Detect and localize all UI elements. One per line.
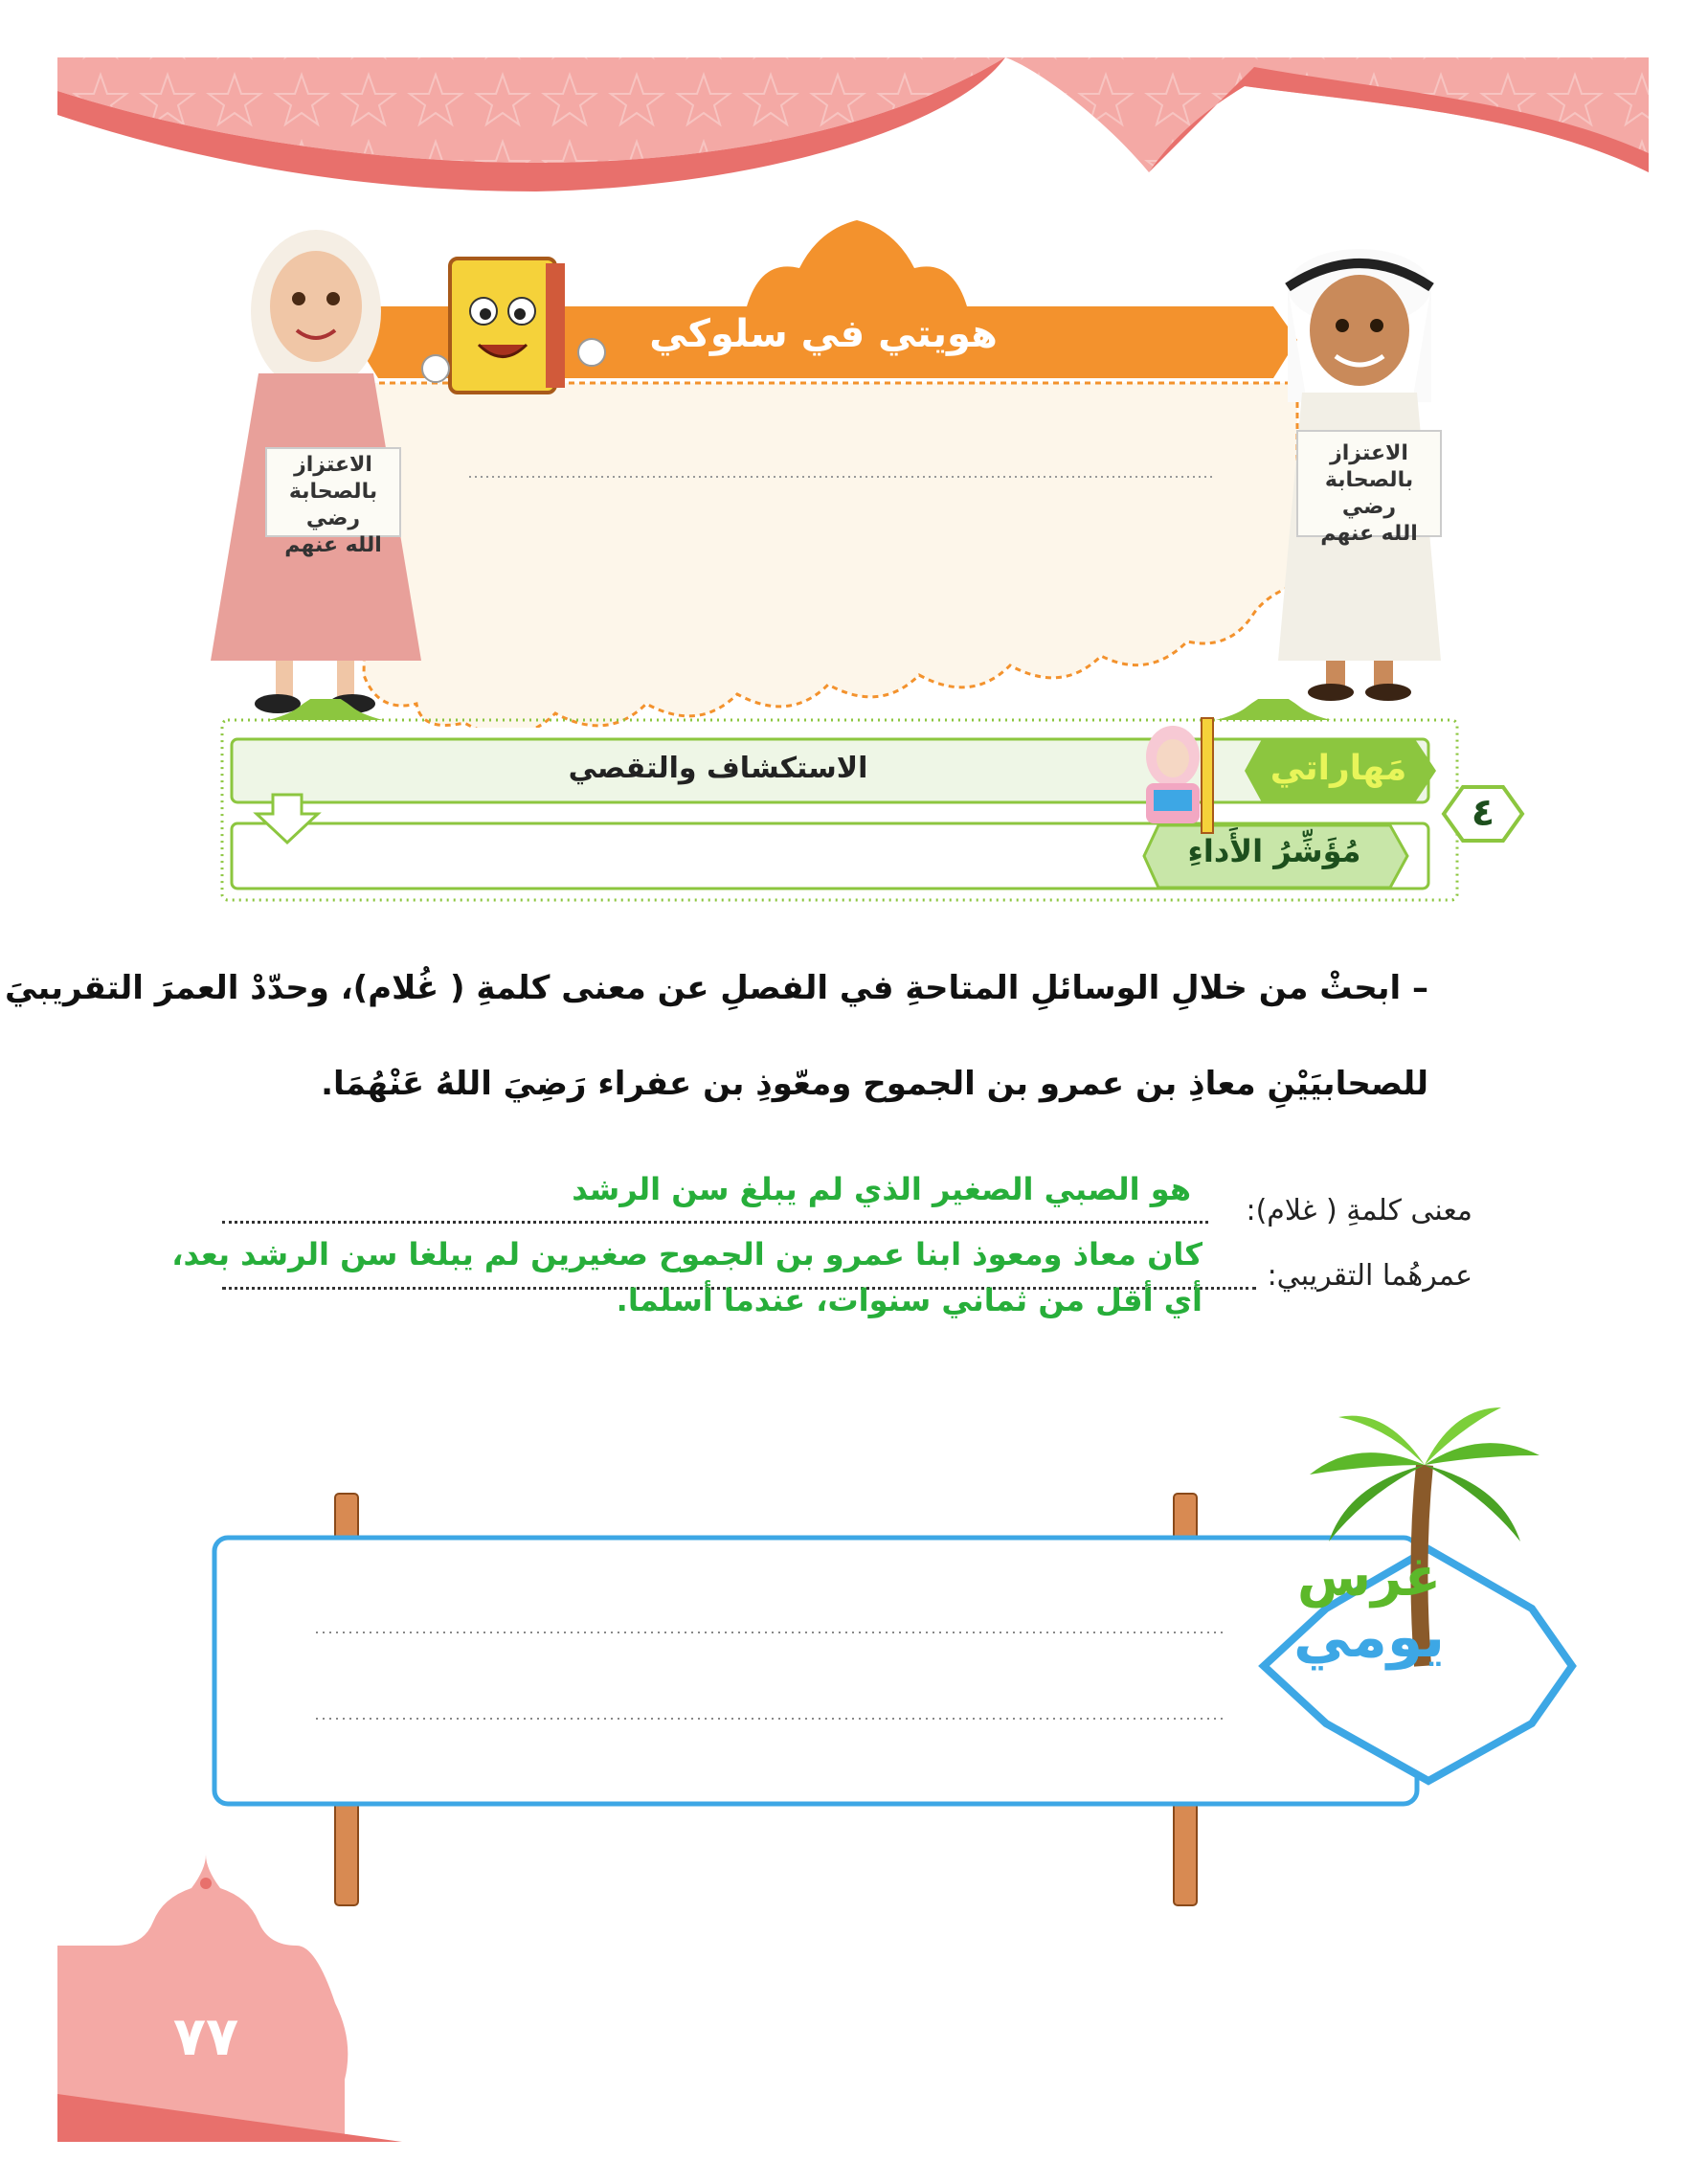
skill-value: الاستكشاف والتقصي bbox=[568, 752, 868, 785]
page-number: ٧٧ bbox=[172, 2006, 239, 2068]
question-line-1: – ابحثْ من خلالِ الوسائلِ المتاحةِ في الفصلِ عن معنى كلمةِ ( غُلام)، وحدّدْ العمرَ التقريبيَ bbox=[5, 969, 1428, 1007]
question-line-2: للصحابيَيْنِ معاذِ بن عمرو بن الجموح ومعّوذِ بن عفراء رَضِيَ اللهُ عَنْهُمَا. bbox=[321, 1065, 1428, 1103]
daily-title-line-1: غرس bbox=[1296, 1546, 1442, 1609]
boy-sign-text: الاعتزاز بالصحابة رضي الله عنهم bbox=[1320, 441, 1418, 546]
age-answer-line-2: أي أقل من ثماني سنوات، عندما أسلما. bbox=[616, 1282, 1202, 1318]
skill-number: ٤ bbox=[1471, 791, 1495, 835]
meaning-answer: هو الصبي الصغير الذي لم يبلغ سن الرشد bbox=[572, 1171, 1191, 1207]
meaning-label: معنى كلمةِ ( غلام): bbox=[1246, 1194, 1472, 1227]
section-title: هويتي في سلوكي bbox=[649, 312, 998, 356]
daily-title-line-2: يومي bbox=[1293, 1604, 1445, 1671]
girl-sign-text: الاعتزاز بالصحابة رضي الله عنهم bbox=[284, 453, 382, 557]
identity-banner-graphics bbox=[0, 0, 1708, 728]
reading-girl-icon bbox=[1146, 718, 1213, 833]
skills-title: مَهاراتي bbox=[1270, 749, 1407, 788]
age-answer-line-1: كان معاذ ومعوذ ابنا عمرو بن الجموح صغيرين لم يبلغا سن الرشد بعد، bbox=[171, 1236, 1202, 1272]
performance-label: مُؤَشِّرُ الأَداءِ bbox=[1187, 833, 1361, 869]
meaning-dotted-line bbox=[222, 1221, 1208, 1224]
age-label: عمرهُما التقريبي: bbox=[1267, 1259, 1472, 1293]
